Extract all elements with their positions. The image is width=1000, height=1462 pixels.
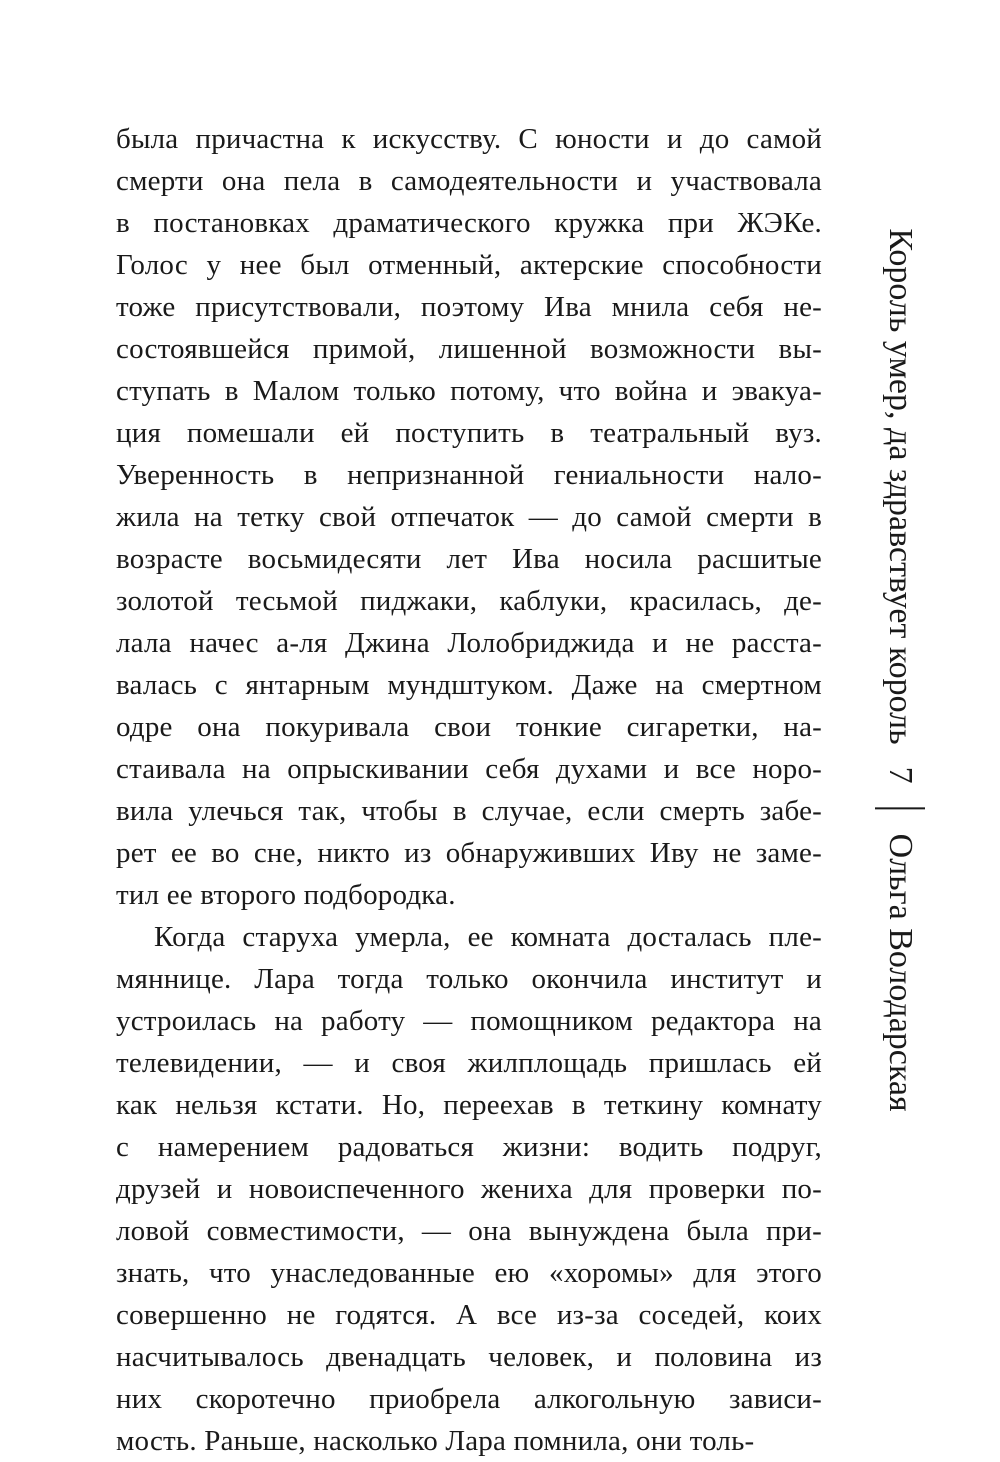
running-head-separator: [875, 808, 925, 810]
text-line: валась с янтарным мундштуком. Даже на смертном: [116, 669, 822, 701]
text-line: в постановках драматического кружка при ЖЭКе.: [116, 207, 822, 239]
text-line: одре она покуривала свои тонкие сигаретки, на-: [116, 711, 822, 743]
text-line: друзей и новоиспеченного жениха для проверки по-: [116, 1173, 822, 1205]
text-line: телевидении, — и своя жилплощадь пришлась ей: [116, 1047, 822, 1079]
text-line: тоже присутствовали, поэтому Ива мнила себя не-: [116, 291, 822, 323]
text-line: была причастна к искусству. С юности и до самой: [116, 123, 822, 155]
text-line: ступать в Малом только потому, что война и эвакуа-: [116, 375, 822, 407]
running-head-author: Ольга Володарская: [882, 833, 919, 1112]
text-line: ловой совместимости, — она вынуждена была при-: [116, 1215, 822, 1247]
text-line: с намерением радоваться жизни: водить подруг,: [116, 1131, 822, 1163]
text-line: Когда старуха умерла, ее комната досталась пле-: [154, 921, 822, 953]
text-line: состоявшейся примой, лишенной возможности вы-: [116, 333, 822, 365]
text-line: рет ее во сне, никто из обнаруживших Иву не заме-: [116, 837, 822, 869]
page-number: 7: [882, 766, 919, 784]
text-line: вила улечься так, чтобы в случае, если смерть забе-: [116, 795, 822, 827]
text-line: жила на тетку свой отпечаток — до самой смерти в: [116, 501, 822, 533]
text-line: мяннице. Лара тогда только окончила институт и: [116, 963, 822, 995]
text-line: возрасте восьмидесяти лет Ива носила расшитые: [116, 543, 822, 575]
body-text: [116, 118, 822, 1462]
text-line: тил ее второго подбородка.: [116, 879, 456, 911]
text-line: лала начес а-ля Джина Лолобриджида и не расста-: [116, 627, 822, 659]
text-line: совершенно не годятся. А все из-за соседей, коих: [116, 1299, 822, 1331]
text-line: насчитывалось двенадцать человек, и половина из: [116, 1341, 822, 1373]
text-line: Голос у нее был отменный, актерские способности: [116, 249, 822, 281]
text-line: смерти она пела в самодеятельности и участвовала: [116, 165, 822, 197]
text-line: стаивала на опрыскивании себя духами и все норо-: [116, 753, 822, 785]
text-line: ция помешали ей поступить в театральный вуз.: [116, 417, 822, 449]
text-line: них скоротечно приобрела алкогольную зависи-: [116, 1383, 822, 1415]
text-line: как нельзя кстати. Но, переехав в теткину комнату: [116, 1089, 822, 1121]
text-line: мость. Раньше, насколько Лара помнила, они толь-: [116, 1425, 755, 1457]
running-head-book-title: Король умер, да здравствует король: [882, 228, 919, 745]
text-line: устроилась на работу — помощником редактора на: [116, 1005, 822, 1037]
text-line: золотой тесьмой пиджаки, каблуки, красилась, де-: [116, 585, 822, 617]
text-line: Уверенность в непризнанной гениальности нало-: [116, 459, 822, 491]
text-line: знать, что унаследованные ею «хоромы» для этого: [116, 1257, 822, 1289]
